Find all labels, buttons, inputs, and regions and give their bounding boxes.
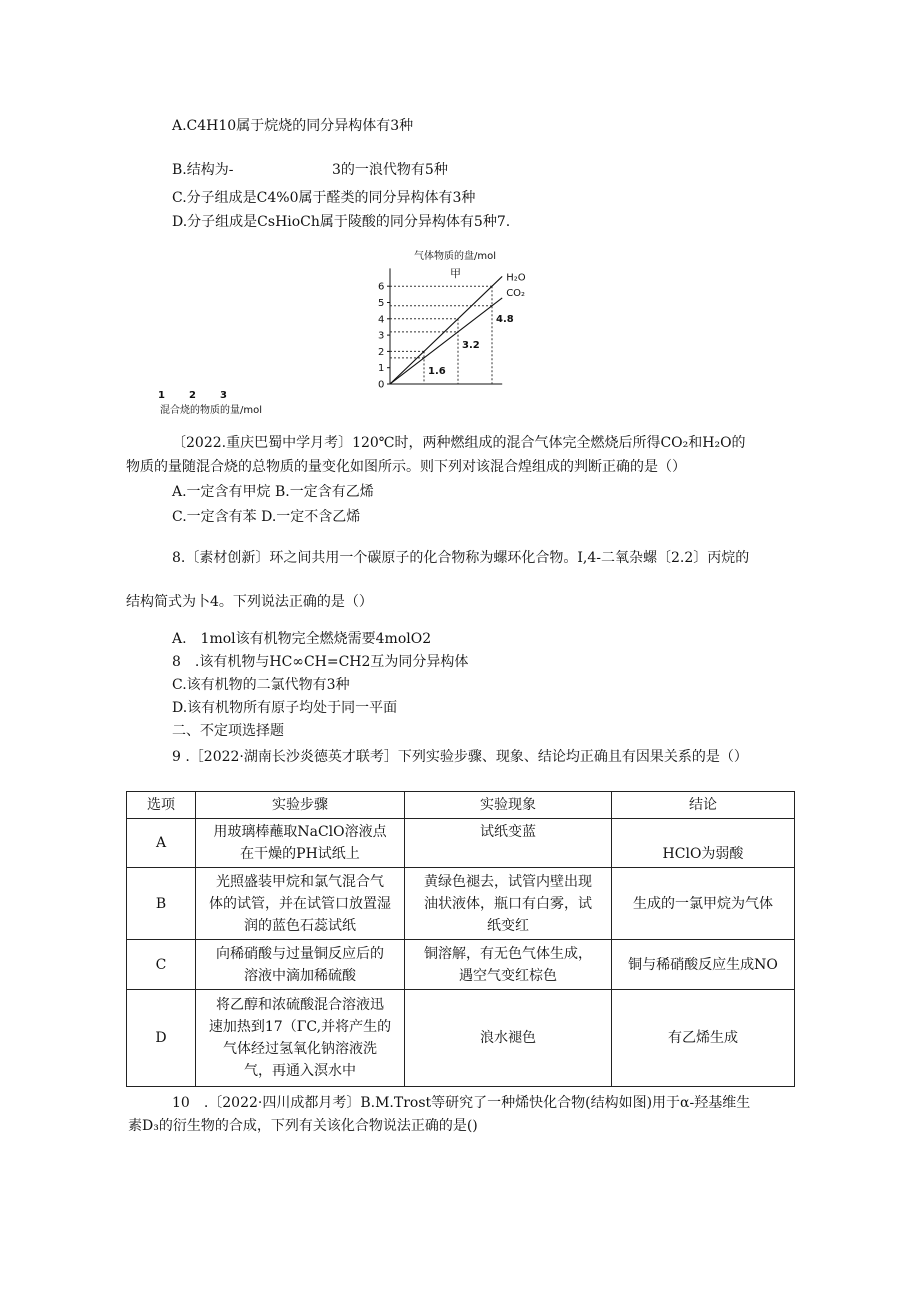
cell-line: 在干燥的PH试纸上 <box>240 846 360 862</box>
cell-line: 铜与稀硝酸反应生成NO <box>628 956 778 973</box>
q8-stem-line2: 结构简式为卜4。下列说法正确的是（） <box>126 594 373 610</box>
q6-option-d: D.分子组成是CsHioCh属于陵酸的同分异构体有5种7. <box>172 214 511 230</box>
x-tick-label: 1 <box>158 390 165 401</box>
q8-option-a: A. 1mol该有机物完全燃烧需要4molO2 <box>172 631 432 647</box>
cell-line: 铜溶解，有无色气体生成， <box>424 945 592 962</box>
table-cell-observation <box>405 819 612 868</box>
y-tick-label: 1 <box>378 363 385 375</box>
q9-stem: 9 .［2022·湖南长沙炎德英才联考］下列实验步骤、现象、结论均正确且有因果关系的是（） <box>172 749 748 765</box>
cell-line: 速加热到17（ΓC,并将产生的 <box>208 1019 392 1035</box>
table-header-cell: 实验步骤 <box>196 792 405 819</box>
y-tick-label: 6 <box>378 281 385 293</box>
cell-line: 油状液体，瓶口有白雾，试 <box>424 895 592 912</box>
series-line-co2 <box>390 298 502 384</box>
table-row <box>127 940 795 990</box>
table-cell-conclusion <box>612 819 795 868</box>
cell-line: HClO为弱酸 <box>662 846 744 862</box>
cell-line: 黄绿色褪去，试管内壁出现 <box>424 873 592 890</box>
cell-line: 溶液中滴加稀硫酸 <box>244 967 356 984</box>
table-row <box>127 990 795 1087</box>
cell-line: 有乙烯生成 <box>668 1030 738 1046</box>
table-cell-option: B <box>127 868 196 940</box>
cell-line: 纸变红 <box>487 917 529 934</box>
table-header-cell: 实验现象 <box>405 792 612 819</box>
cell-line: 浪水褪色 <box>480 1030 536 1046</box>
table-cell-step <box>196 819 405 868</box>
table-cell-option: C <box>127 940 196 990</box>
cell-line: 试纸变蓝 <box>480 824 536 840</box>
table-cell-option: D <box>127 990 196 1087</box>
table-row <box>127 819 795 868</box>
chart-x-axis-label: 混合烧的物质的量/mol <box>160 405 263 416</box>
y-tick-label: 3 <box>378 330 385 342</box>
series-label-co2: CO₂ <box>506 287 526 299</box>
gas-amount-chart <box>150 248 550 418</box>
data-label: 1.6 <box>428 365 446 377</box>
q8-option-d: D.该有机物所有原子均处于同一平面 <box>172 700 398 716</box>
table-row <box>127 868 795 940</box>
table-header-cell: 结论 <box>612 792 795 819</box>
series-line-h2o <box>390 276 502 384</box>
x-tick-label: 3 <box>220 390 227 401</box>
cell-line: 气，再通入溟水中 <box>244 1063 356 1079</box>
chart-title: 气体物质的盘/mol <box>414 251 497 262</box>
series-label-h2o: H₂O <box>506 272 526 284</box>
cell-line: 生成的一氯甲烷为气体 <box>633 895 773 912</box>
cell-line: 润的蓝色石蕊试纸 <box>244 917 356 934</box>
y-tick-label: 5 <box>378 298 385 309</box>
table-cell-step <box>196 940 405 990</box>
experiment-table <box>126 791 795 1087</box>
q7-stem-line2: 物质的量随混合烧的总物质的量变化如图所示。则下列对该混合煌组成的判断正确的是（） <box>126 459 686 475</box>
q10-stem-line1: 10 .〔2022·四川成都月考〕B.M.Trost等研究了一种烯快化合物(结构如图)用于α-羟基维生 <box>172 1095 751 1111</box>
q7-options-cd: C.一定含有苯 D.一定不含乙烯 <box>172 509 361 525</box>
q10-stem-line2: 素D₃的衍生物的合成，下列有关该化合物说法正确的是() <box>128 1118 478 1134</box>
table-cell-observation <box>405 868 612 940</box>
q6-option-c: C.分子组成是C4%0属于醛类的同分异构体有3种 <box>172 190 476 206</box>
y-tick-label: 4 <box>378 314 385 326</box>
q6-option-b-prefix: B.结构为- <box>172 162 234 178</box>
table-cell-conclusion <box>612 990 795 1087</box>
y-tick-label: 2 <box>378 346 385 358</box>
cell-line: 用玻璃棒蘸取NaClO溶液点 <box>213 824 387 840</box>
table-cell-step <box>196 868 405 940</box>
cell-line: 将乙醇和浓硫酸混合溶液迅 <box>216 997 384 1013</box>
table-cell-conclusion <box>612 868 795 940</box>
data-label: 4.8 <box>496 313 514 325</box>
table-cell-step <box>196 990 405 1087</box>
q7-stem-line1: 〔2022.重庆巴蜀中学月考〕120℃时，两种燃组成的混合气体完全燃烧后所得CO₂和H₂O的 <box>172 435 746 451</box>
q8-option-b: 8 .该有机物与HC∞CH=CH2互为同分异构体 <box>172 654 469 670</box>
q7-options-ab: A.一定含有甲烷 B.一定含有乙烯 <box>172 484 374 500</box>
table-cell-option: A <box>127 819 196 868</box>
cell-line: 向稀硝酸与过量铜反应后的 <box>216 945 384 962</box>
cell-line: 体的试管，并在试管口放置湿 <box>209 895 391 912</box>
q8-stem-line1: 8.〔素材创新〕环之间共用一个碳原子的化合物称为螺环化合物。I,4-二氧杂螺〔2.2〕丙烷的 <box>172 550 750 566</box>
table-cell-observation <box>405 940 612 990</box>
q8-option-c: C.该有机物的二氯代物有3种 <box>172 677 350 693</box>
table-header-cell: 选项 <box>127 792 196 819</box>
q6-option-b-suffix: 3的一浪代物有5种 <box>332 162 448 178</box>
chart-annotation: 甲 <box>450 267 461 280</box>
table-cell-conclusion <box>612 940 795 990</box>
cell-line: 光照盛装甲烷和氯气混合气 <box>216 873 384 890</box>
y-tick-label: 0 <box>378 379 385 391</box>
table-cell-observation <box>405 990 612 1087</box>
q6-option-a: A.C4H10属于烷烧的同分异构体有3种 <box>172 118 414 134</box>
data-label: 3.2 <box>462 339 480 351</box>
cell-line: 气体经过氢氧化钠溶液洗 <box>223 1041 377 1057</box>
cell-line: 遇空气变红棕色 <box>459 967 557 984</box>
x-tick-label: 2 <box>189 390 196 401</box>
section-heading: 二、不定项选择题 <box>172 723 284 739</box>
table-header-row <box>127 792 795 819</box>
